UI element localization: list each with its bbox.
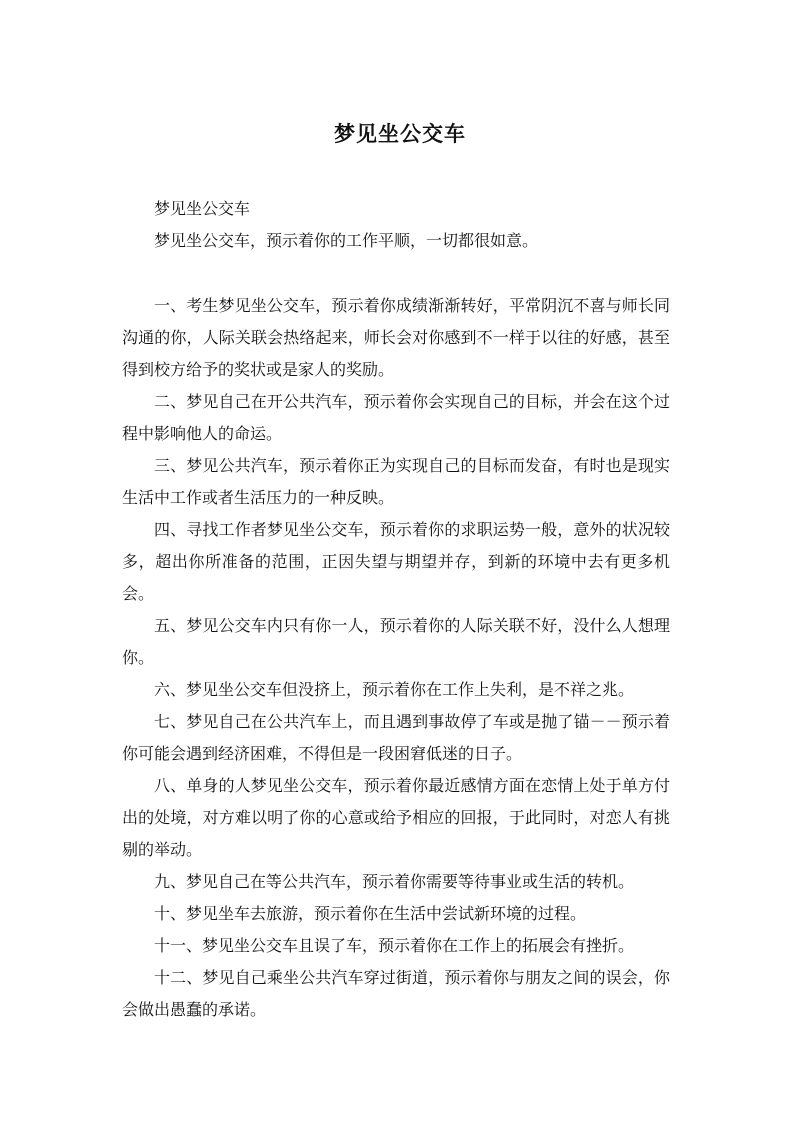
paragraph: 七、梦见自己在公共汽车上，而且遇到事故停了车或是抛了锚－－预示着你可能会遇到经济困难，不得但是一段困窘低迷的日子。	[122, 712, 670, 763]
paragraph: 十一、梦见坐公交车且误了车，预示着你在工作上的拓展会有挫折。	[154, 936, 635, 955]
paragraph: 九、梦见自己在等公共汽车，预示着你需要等待事业或生活的转机。	[154, 872, 635, 891]
document-body	[122, 193, 670, 1026]
paragraph: 四、寻找工作者梦见坐公交车，预示着你的求职运势一般，意外的状况较多，超出你所准备的范围，正因失望与期望并存，到新的环境中去有更多机会。	[122, 520, 670, 603]
paragraph: 五、梦见公交车内只有你一人，预示着你的人际关联不好，没什么人想理你。	[122, 616, 670, 667]
paragraph: 六、梦见坐公交车但没挤上，预示着你在工作上失利，是不祥之兆。	[154, 680, 635, 699]
subtitle: 梦见坐公交车	[154, 199, 251, 218]
paragraph: 二、梦见自己在开公共汽车，预示着你会实现自己的目标，并会在这个过程中影响他人的命运。	[122, 392, 670, 443]
paragraph: 十、梦见坐车去旅游，预示着你在生活中尝试新环境的过程。	[154, 904, 587, 923]
page-title: 梦见坐公交车	[334, 122, 466, 146]
paragraph: 八、单身的人梦见坐公交车，预示着你最近感情方面在恋情上处于单方付出的处境，对方难以明了你的心意或给予相应的回报，于此同时，对恋人有挑剔的举动。	[122, 776, 670, 859]
paragraph: 三、梦见公共汽车，预示着你正为实现自己的目标而发奋，有时也是现实生活中工作或者生活压力的一种反映。	[122, 456, 670, 507]
paragraph: 十二、梦见自己乘坐公共汽车穿过街道，预示着你与朋友之间的误会，你会做出愚蠢的承诺。	[122, 968, 670, 1019]
paragraph: 一、考生梦见坐公交车，预示着你成绩渐渐转好，平常阴沉不喜与师长同沟通的你，人际关联会热络起来，师长会对你感到不一样于以往的好感，甚至得到校方给予的奖状或是家人的奖励。	[122, 296, 670, 379]
intro-paragraph: 梦见坐公交车，预示着你的工作平顺，一切都很如意。	[154, 231, 539, 250]
